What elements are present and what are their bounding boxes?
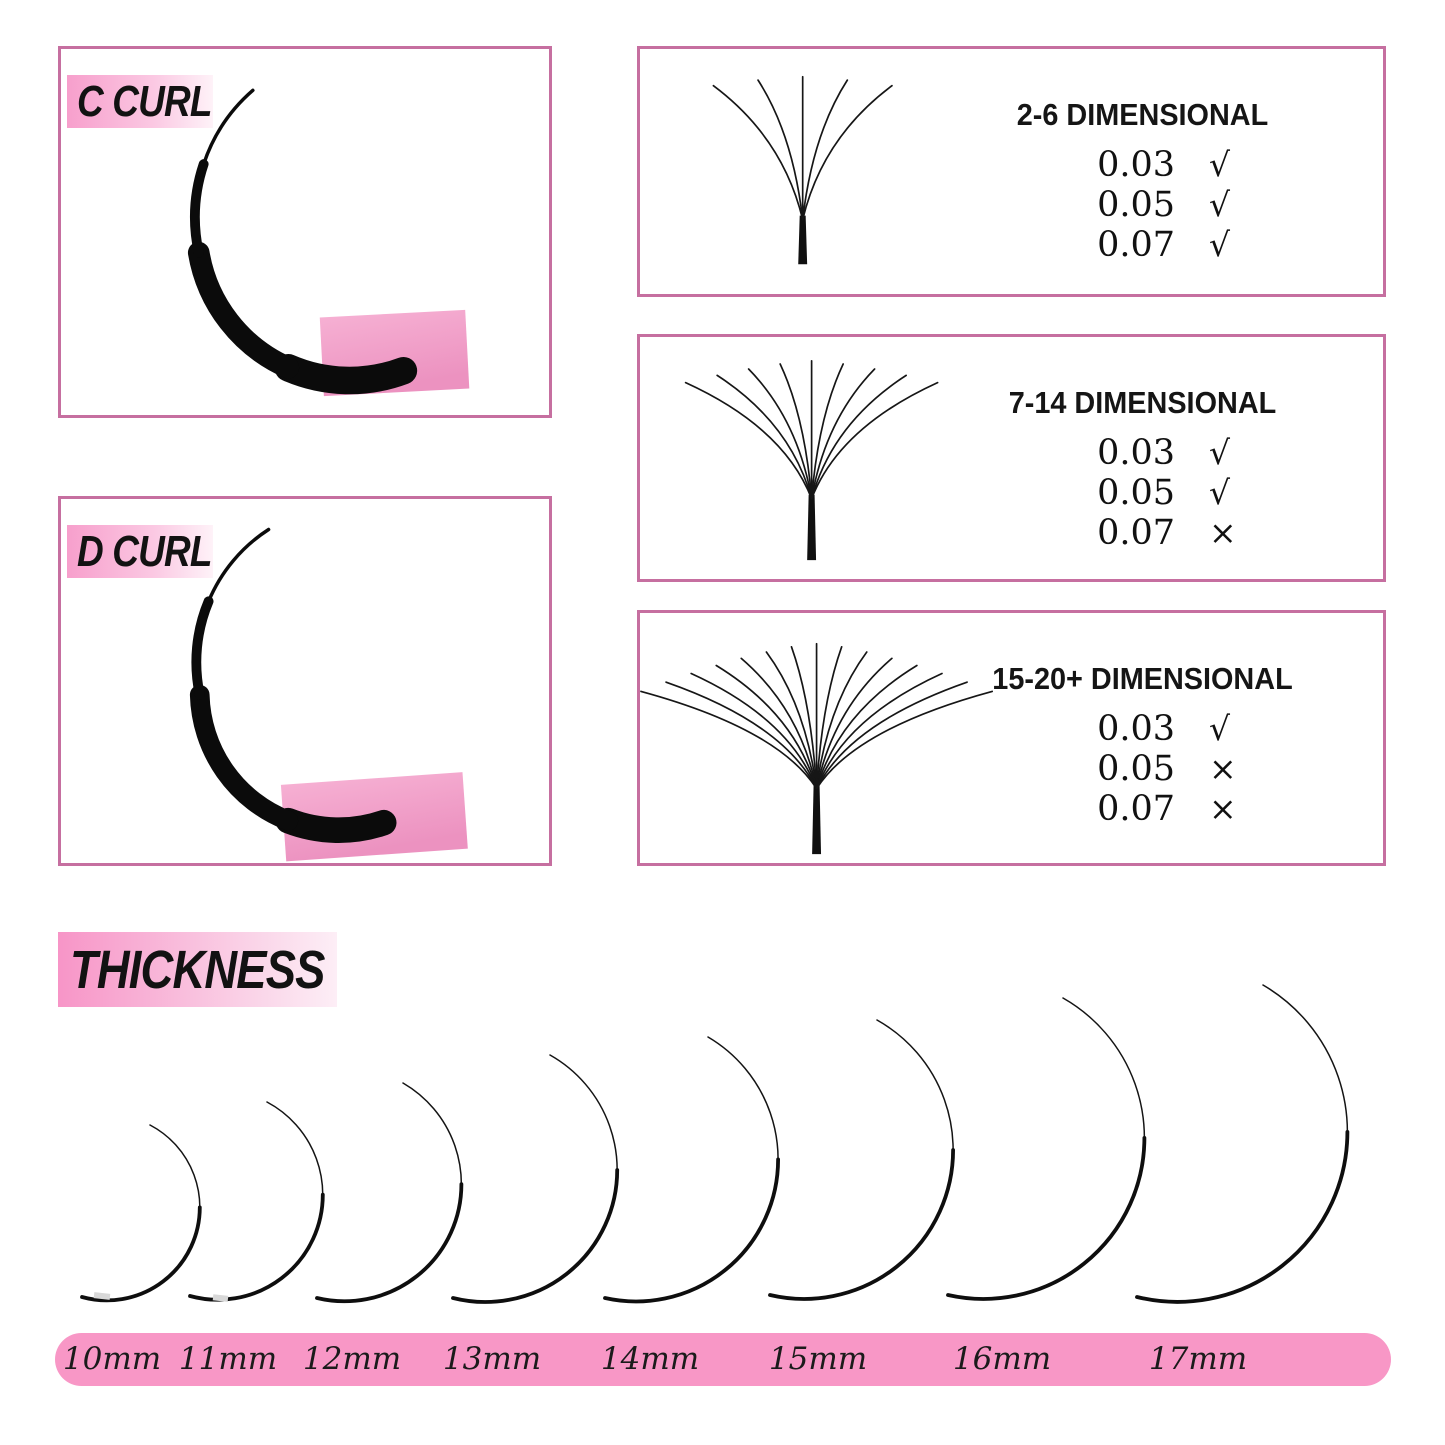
check-mark: √: [1209, 145, 1231, 184]
c-curl-label-text: C CURL: [77, 76, 212, 126]
thickness-value: 0.07: [1097, 225, 1175, 265]
thickness-availability-list: [970, 433, 1370, 553]
thickness-value: 0.05: [1097, 473, 1175, 513]
d-curl-label: [67, 525, 213, 578]
length-label-10mm: 10mm: [62, 1341, 162, 1377]
thickness-value: 0.05: [1097, 749, 1175, 789]
c-curl-card: [58, 46, 552, 418]
thickness-label-text: THICKNESS: [70, 939, 325, 1000]
check-mark: √: [1209, 185, 1231, 224]
check-mark: √: [1209, 473, 1231, 512]
length-label-11mm: 11mm: [178, 1341, 278, 1377]
availability-row: [970, 185, 1370, 225]
availability-row: [970, 749, 1370, 789]
d-curl-label-text: D CURL: [77, 526, 212, 576]
thickness-value: 0.03: [1097, 709, 1175, 749]
cross-mark: ×: [1209, 789, 1237, 828]
length-comparison-lashes: [0, 950, 1445, 1390]
dimension-card-2-6: [637, 46, 1386, 297]
cross-mark: ×: [1209, 513, 1237, 552]
availability-row: [970, 225, 1370, 265]
availability-row: [970, 433, 1370, 473]
thickness-value: 0.05: [1097, 185, 1175, 225]
thickness-section-label: [58, 932, 337, 1007]
length-label-14mm: 14mm: [600, 1341, 700, 1377]
dimension-card-15-20: [637, 610, 1386, 866]
dimension-card-title: 2-6 DIMENSIONAL: [1016, 97, 1269, 132]
dimension-card-7-14: [637, 334, 1386, 582]
thickness-value: 0.07: [1097, 789, 1175, 829]
check-mark: √: [1209, 709, 1231, 748]
check-mark: √: [1209, 225, 1231, 264]
availability-row: [970, 473, 1370, 513]
length-label-13mm: 13mm: [442, 1341, 542, 1377]
thickness-value: 0.03: [1097, 433, 1175, 473]
availability-row: [970, 513, 1370, 553]
length-label-15mm: 15mm: [768, 1341, 868, 1377]
c-curl-label: [67, 75, 213, 128]
thickness-value: 0.03: [1097, 145, 1175, 185]
dimension-card-title: 15-20+ DIMENSIONAL: [992, 661, 1293, 696]
d-curl-card: [58, 496, 552, 866]
check-mark: √: [1209, 433, 1231, 472]
dimension-card-title: 7-14 DIMENSIONAL: [1008, 385, 1277, 420]
thickness-value: 0.07: [1097, 513, 1175, 553]
length-label-16mm: 16mm: [952, 1341, 1052, 1377]
length-label-17mm: 17mm: [1148, 1341, 1248, 1377]
length-label-12mm: 12mm: [302, 1341, 402, 1377]
availability-row: [970, 145, 1370, 185]
availability-row: [970, 709, 1370, 749]
thickness-availability-list: [970, 145, 1370, 265]
thickness-availability-list: [970, 709, 1370, 829]
availability-row: [970, 789, 1370, 829]
cross-mark: ×: [1209, 749, 1237, 788]
